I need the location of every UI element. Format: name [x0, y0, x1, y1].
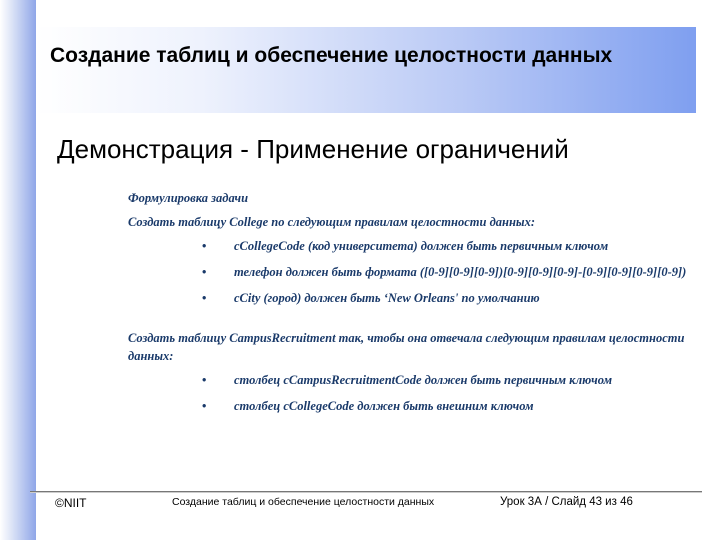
list-item-text: телефон должен быть формата ([0-9][0-9][0-9])[0-9][0-9][0-9]-[0-9][0-9][0-9][0-9]) — [234, 265, 687, 279]
footer-copyright: ©NIIT — [55, 496, 87, 510]
task1-intro: Создать таблицу College по следующим правилам целостности данных: — [128, 215, 535, 229]
list-item — [202, 371, 688, 389]
slide-subtitle: Демонстрация - Применение ограничений — [57, 134, 569, 164]
task2-intro: Создать таблицу CampusRecruitment так, чтобы она отвечала следующим правилам целостности данных: — [128, 331, 685, 363]
task1-list — [128, 237, 688, 307]
spacer — [128, 315, 688, 329]
list-item-text: столбец cCampusRecruitmentCode должен быть первичным ключом — [234, 373, 613, 387]
list-item — [202, 263, 688, 281]
bullet-icon: • — [202, 239, 207, 253]
slide-content — [128, 189, 688, 423]
list-item — [202, 289, 688, 307]
footer-page-number: Урок 3А / Слайд 43 из 46 — [500, 496, 633, 508]
list-item-text: cCollegeCode (код университета) должен быть первичным ключом — [234, 239, 609, 253]
bullet-icon: • — [202, 399, 207, 413]
list-item — [202, 397, 688, 415]
task2-list — [128, 371, 688, 415]
slide-title: Создание таблиц и обеспечение целостности данных — [50, 44, 613, 67]
bullet-icon: • — [202, 291, 207, 305]
footer-course-title: Создание таблиц и обеспечение целостности данных — [172, 496, 435, 508]
list-item — [202, 237, 688, 255]
task-heading: Формулировка задачи — [128, 191, 249, 205]
bullet-icon: • — [202, 265, 207, 279]
list-item-text: столбец cCollegeCode должен быть внешним ключом — [234, 399, 534, 413]
bullet-icon: • — [202, 373, 207, 387]
left-decorative-bar — [0, 0, 36, 540]
footer-divider — [30, 491, 702, 492]
list-item-text: cCity (город) должен быть ‘New Orleans' по умолчанию — [234, 291, 540, 305]
